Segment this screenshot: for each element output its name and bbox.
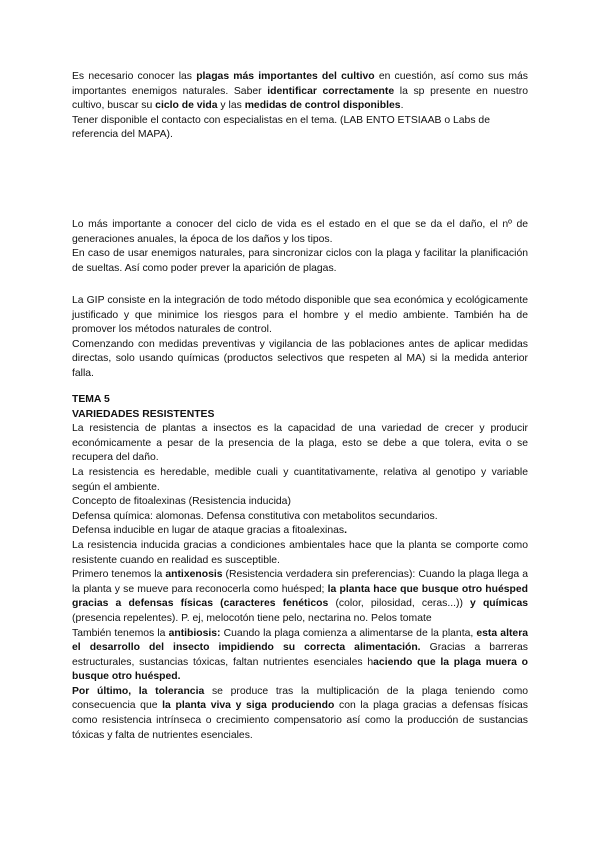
- bold-span: medidas de control disponibles: [244, 100, 401, 112]
- text-span: .: [400, 100, 404, 112]
- bold-span: ciclo de vida: [155, 100, 218, 112]
- bold-span: esta altera el desarrollo del insecto impidiendo su correcta alimentación.: [72, 627, 529, 654]
- text-span: También tenemos la: [72, 627, 169, 639]
- text-span: y las: [217, 100, 245, 112]
- paragraph-specialists: Tener disponible el contacto con especialistas en el tema. (LAB ENTO ETSIAAB o Labs de referencia del MAPA).: [72, 114, 490, 141]
- bold-span: la planta viva y siga produciendo: [162, 700, 335, 712]
- bold-span: Por último, la tolerancia: [72, 685, 205, 697]
- text-span: la sp presente en nuestro cultivo, buscar su: [72, 85, 529, 112]
- section-subheading: VARIEDADES RESISTENTES: [72, 408, 215, 420]
- bold-span: .: [344, 525, 347, 537]
- paragraph-life-cycle: Lo más importante a conocer del ciclo de vida es el estado en el que se da el daño, el nº de generaciones anuales, la época de los daños y los tipos.: [72, 219, 528, 245]
- paragraph-antibiosis: [72, 627, 528, 685]
- bold-span: aciendo que la plaga muera o busque otro huésped.: [72, 656, 528, 683]
- bold-span: antixenosis: [165, 569, 223, 581]
- paragraph-antixenosis: [72, 568, 528, 626]
- paragraph-natural-enemies: En caso de usar enemigos naturales, para sincronizar ciclos con la plaga y facilitar la planificación de sueltas. Así como poder prever la aparición de plagas.: [72, 248, 528, 274]
- paragraph-gip: La GIP consiste en la integración de todo método disponible que sea económica y ecológicamente justificado y que minimice los riesgos para el hombre y el medio ambiente. También ha de promover los métodos naturales de control.: [72, 295, 528, 336]
- gip-section: [72, 294, 528, 382]
- bold-span: la planta hace que busque otro huésped gracias a defensas físicas (caracteres fenéticos: [72, 583, 528, 610]
- section-heading: TEMA 5: [72, 394, 110, 405]
- bold-span: plagas más importantes del cultivo: [196, 71, 375, 82]
- life-cycle-section: [72, 218, 528, 276]
- paragraph-pest-knowledge: [72, 70, 528, 114]
- paragraph-tolerance: [72, 685, 528, 743]
- text-span: con la plaga gracias a defensas físicas como resistencia intrínseca o crecimiento compensatorio así como la producción de sustancias tóxicas y falta de nutrientes esenciales.: [72, 700, 528, 741]
- paragraph-preventive: Comenzando con medidas preventivas y vigilancia de las poblaciones antes de aplicar medidas directas, solo usando químicas (productos selectivos que respeten al MA) si la medida anterior falla.: [72, 338, 528, 379]
- text-span: Es necesario conocer las: [72, 71, 197, 82]
- bold-span: y químicas: [470, 598, 529, 610]
- text-span: Cuando la plaga comienza a alimentarse de la planta,: [220, 627, 477, 639]
- paragraph-resistance-definition: La resistencia de plantas a insectos es la capacidad de una variedad de crecer y producir económicamente a pesar de la presencia de la plaga, esto se debe a que tolera, evita o se recupera del daño.: [72, 423, 528, 464]
- paragraph-chemical-defense: Defensa química: alomonas. Defensa constitutiva con metabolitos secundarios.: [72, 510, 438, 522]
- paragraph-resistance-heritable: La resistencia es heredable, medible cuali y cuantitativamente, relativa al genotipo y variable según el ambiente.: [72, 466, 528, 493]
- text-span: (presencia repelentes). P. ej, melocotón tiene pelo, nectarina no. Pelos tomate: [72, 612, 432, 624]
- intro-section: [72, 70, 528, 143]
- paragraph-induced-resistance: La resistencia inducida gracias a condiciones ambientales hace que la planta se comporte como resistente cuando en realidad es susceptible.: [72, 539, 528, 566]
- text-span: Defensa inducible en lugar de ataque gracias a fitoalexinas: [72, 525, 345, 537]
- paragraph-phytoalexins: Concepto de fitoalexinas (Resistencia inducida): [72, 496, 291, 508]
- text-span: Gracias a barreras estructurales, sustancias tóxicas, faltan nutrientes esenciales h: [72, 642, 528, 668]
- text-span: se produce tras la multiplicación de la plaga teniendo como consecuencia que: [72, 685, 529, 712]
- tema5-section: [72, 393, 528, 743]
- bold-span: identificar correctamente: [267, 85, 395, 97]
- text-span: (Resistencia verdadera sin preferencias): Cuando la plaga llega a la planta y se mueve para reconocerla como huésped;: [72, 569, 528, 595]
- paragraph-inducible-defense: [72, 524, 528, 539]
- text-span: en cuestión, así como sus más importantes enemigos naturales. Saber: [72, 71, 528, 97]
- text-span: Primero tenemos la: [72, 569, 166, 581]
- text-span: (color, pilosidad, ceras...)): [328, 598, 471, 610]
- bold-span: antibiosis:: [168, 627, 221, 639]
